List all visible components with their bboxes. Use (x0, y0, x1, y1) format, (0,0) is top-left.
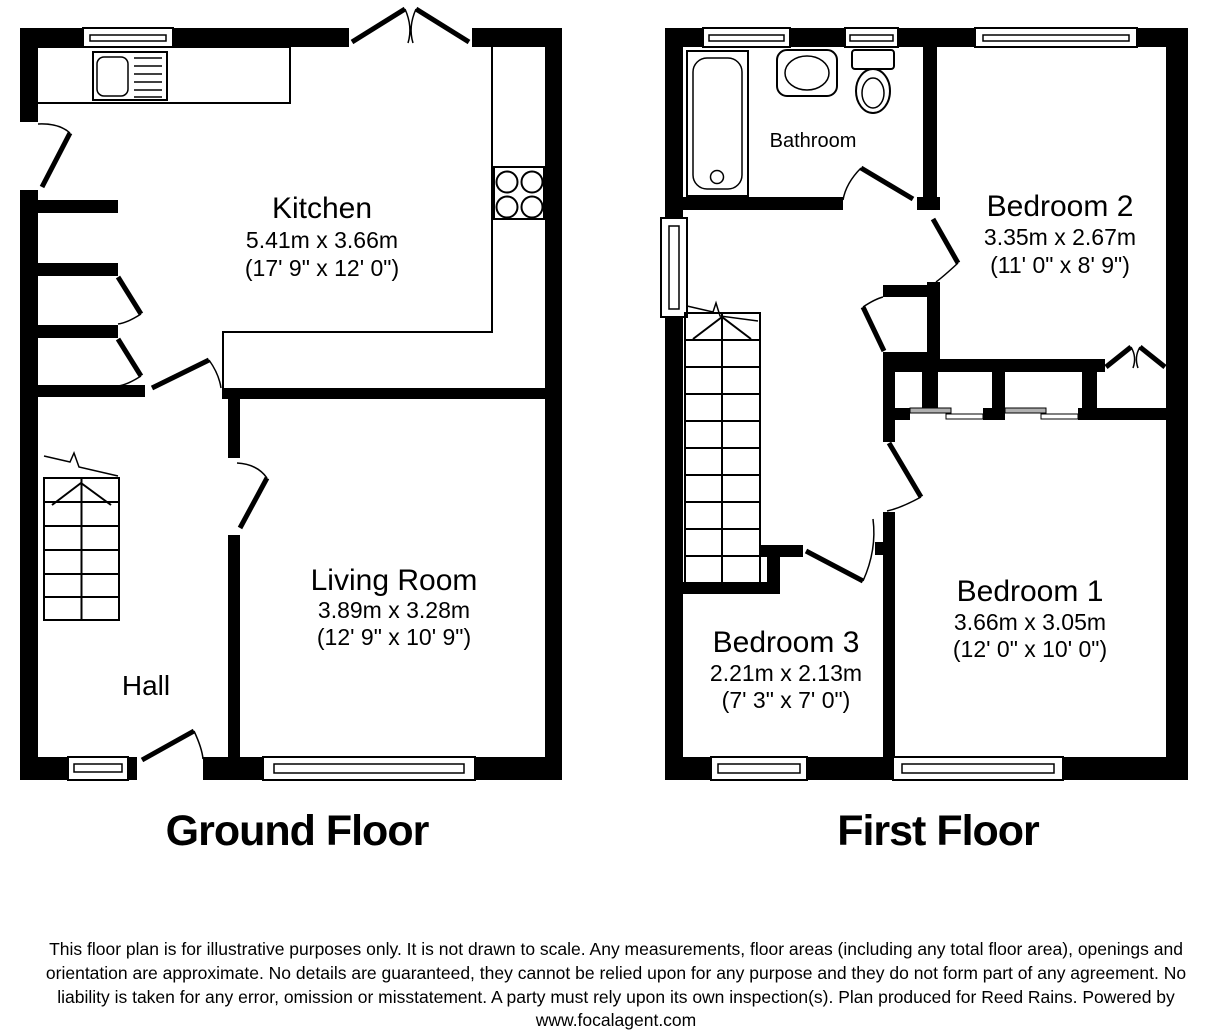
sink-icon (777, 50, 837, 96)
first-floor-plan (661, 28, 1188, 855)
cupboard-door-1-icon (118, 277, 141, 324)
ground-stairs-icon (44, 453, 119, 620)
room-dim-kitchen-metric: 5.41m x 3.66m (245, 227, 399, 253)
bathroom-window-icon (703, 28, 790, 47)
bedroom3-door-icon (806, 519, 874, 581)
room-dim-living-metric: 3.89m x 3.28m (317, 597, 471, 623)
bedroom1-door-icon (887, 443, 921, 511)
bedroom2-door-icon (933, 219, 958, 282)
hall-window-icon (68, 757, 128, 780)
room-dim-bedroom2-imperial: (11' 0" x 8' 9") (990, 252, 1130, 278)
room-dim-living-imperial: (12' 9" x 10' 9") (316, 624, 472, 650)
room-label-bathroom: Bathroom (769, 130, 857, 152)
disclaimer-line-1: This floor plan is for illustrative purposes only. It is not drawn to scale. Any measurements, floor areas (including any total floor area), openings and (49, 939, 1183, 959)
disclaimer-line-2: orientation are approximate. No details are guaranteed, they cannot be relied upon for any purpose and they do not form part of any agreement. No (45, 963, 1187, 983)
room-label-living-room: Living Room (310, 564, 478, 597)
disclaimer-line-4: www.focalagent.com (535, 1010, 697, 1030)
landing-cupboard-door-icon (863, 297, 884, 351)
ground-floor-walls (20, 28, 562, 780)
room-dim-bedroom1-metric: 3.66m x 3.05m (953, 609, 1107, 635)
room-dim-bedroom3-imperial: (7' 3" x 7' 0") (721, 687, 851, 713)
bedroom1-window-icon (893, 757, 1063, 780)
bathroom-door-icon (843, 168, 913, 200)
bathtub-icon (687, 51, 748, 196)
room-dim-bedroom3-metric: 2.21m x 2.13m (709, 660, 863, 686)
bedroom2-bifold-door-icon (1106, 347, 1165, 368)
room-label-kitchen: Kitchen (271, 192, 373, 225)
room-dim-kitchen-imperial: (17' 9" x 12' 0") (244, 255, 400, 281)
cupboard-door-2-icon (118, 339, 141, 386)
landing-top-window-icon (845, 28, 898, 47)
room-label-bedroom2: Bedroom 2 (986, 190, 1134, 223)
hob-icon (494, 167, 544, 219)
disclaimer-text (46, 939, 1186, 1030)
room-dim-bedroom2-metric: 3.35m x 2.67m (983, 224, 1137, 250)
hall-kitchen-door-icon (152, 360, 221, 388)
room-dim-bedroom1-imperial: (12' 0" x 10' 0") (952, 636, 1108, 662)
french-doors-icon (352, 9, 469, 43)
ground-floor-title: Ground Floor (165, 807, 429, 855)
living-room-window-icon (263, 757, 475, 780)
toilet-icon (852, 50, 894, 113)
ground-floor-plan (20, 9, 562, 855)
kitchen-sink-icon (93, 52, 167, 100)
bedroom2-window-icon (975, 28, 1137, 47)
landing-side-window-icon (661, 218, 687, 317)
first-floor-title: First Floor (837, 807, 1039, 855)
front-door-icon (142, 731, 203, 760)
first-stairs-icon (685, 303, 760, 583)
kitchen-window-icon (83, 28, 173, 47)
room-label-hall: Hall (121, 670, 171, 701)
room-label-bedroom3: Bedroom 3 (712, 626, 860, 659)
room-label-bedroom1: Bedroom 1 (956, 575, 1104, 608)
living-room-door-icon (237, 463, 267, 528)
disclaimer-line-3: liability is taken for any error, omission or misstatement. A party must rely upon its own inspection(s). Plan produced for Reed Rains. Powered by (57, 987, 1175, 1007)
bedroom3-window-icon (711, 757, 807, 780)
entry-side-door-icon (38, 124, 70, 187)
